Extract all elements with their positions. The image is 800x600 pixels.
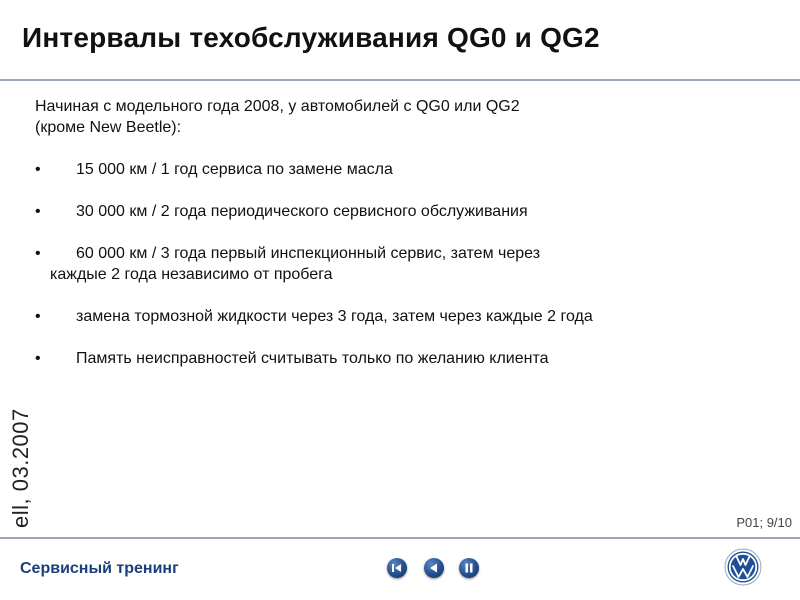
volkswagen-logo-icon — [724, 548, 762, 586]
pause-icon — [459, 558, 479, 578]
pause-button[interactable] — [459, 558, 479, 578]
bullet-list — [35, 159, 775, 369]
volkswagen-logo — [724, 548, 762, 586]
slide-title: Интервалы техобслуживания QG0 и QG2 — [22, 22, 600, 53]
bullet-text: 15 000 км / 1 год сервиса по замене масла — [76, 161, 393, 178]
list-item — [35, 348, 775, 369]
bullet-marker: • — [35, 161, 41, 178]
list-item — [35, 306, 775, 327]
bullet-text: Память неисправностей считывать только по желанию клиента — [76, 350, 549, 367]
bullet-text: 30 000 км / 2 года периодического сервисного обслуживания — [76, 203, 528, 220]
bullet-text: 60 000 км / 3 года первый инспекционный сервис, затем через — [76, 245, 541, 262]
intro-line: (кроме New Beetle): — [35, 119, 182, 136]
page-number: P01; 9/10 — [736, 515, 792, 530]
play-left-icon — [424, 558, 444, 578]
list-item — [35, 201, 775, 222]
bullet-marker: • — [35, 308, 41, 325]
title-divider — [0, 79, 800, 81]
list-item — [35, 159, 775, 180]
intro-paragraph — [35, 96, 775, 138]
intro-line: Начиная с модельного года 2008, у автомобилей с QG0 или QG2 — [35, 98, 520, 115]
bullet-marker: • — [35, 203, 41, 220]
footer-label: Сервисный тренинг — [20, 560, 179, 577]
bullet-marker: • — [35, 245, 41, 262]
footer-divider — [0, 537, 800, 539]
vertical-date-label: ell, 03.2007 — [8, 408, 33, 528]
bullet-marker: • — [35, 350, 41, 367]
list-item — [35, 243, 775, 285]
rewind-to-start-icon — [387, 558, 407, 578]
previous-page-button[interactable] — [424, 558, 444, 578]
bullet-continuation: каждые 2 года независимо от пробега — [50, 266, 333, 283]
first-page-button[interactable] — [387, 558, 407, 578]
bullet-text: замена тормозной жидкости через 3 года, затем через каждые 2 года — [76, 308, 593, 325]
slide-content — [35, 96, 775, 390]
